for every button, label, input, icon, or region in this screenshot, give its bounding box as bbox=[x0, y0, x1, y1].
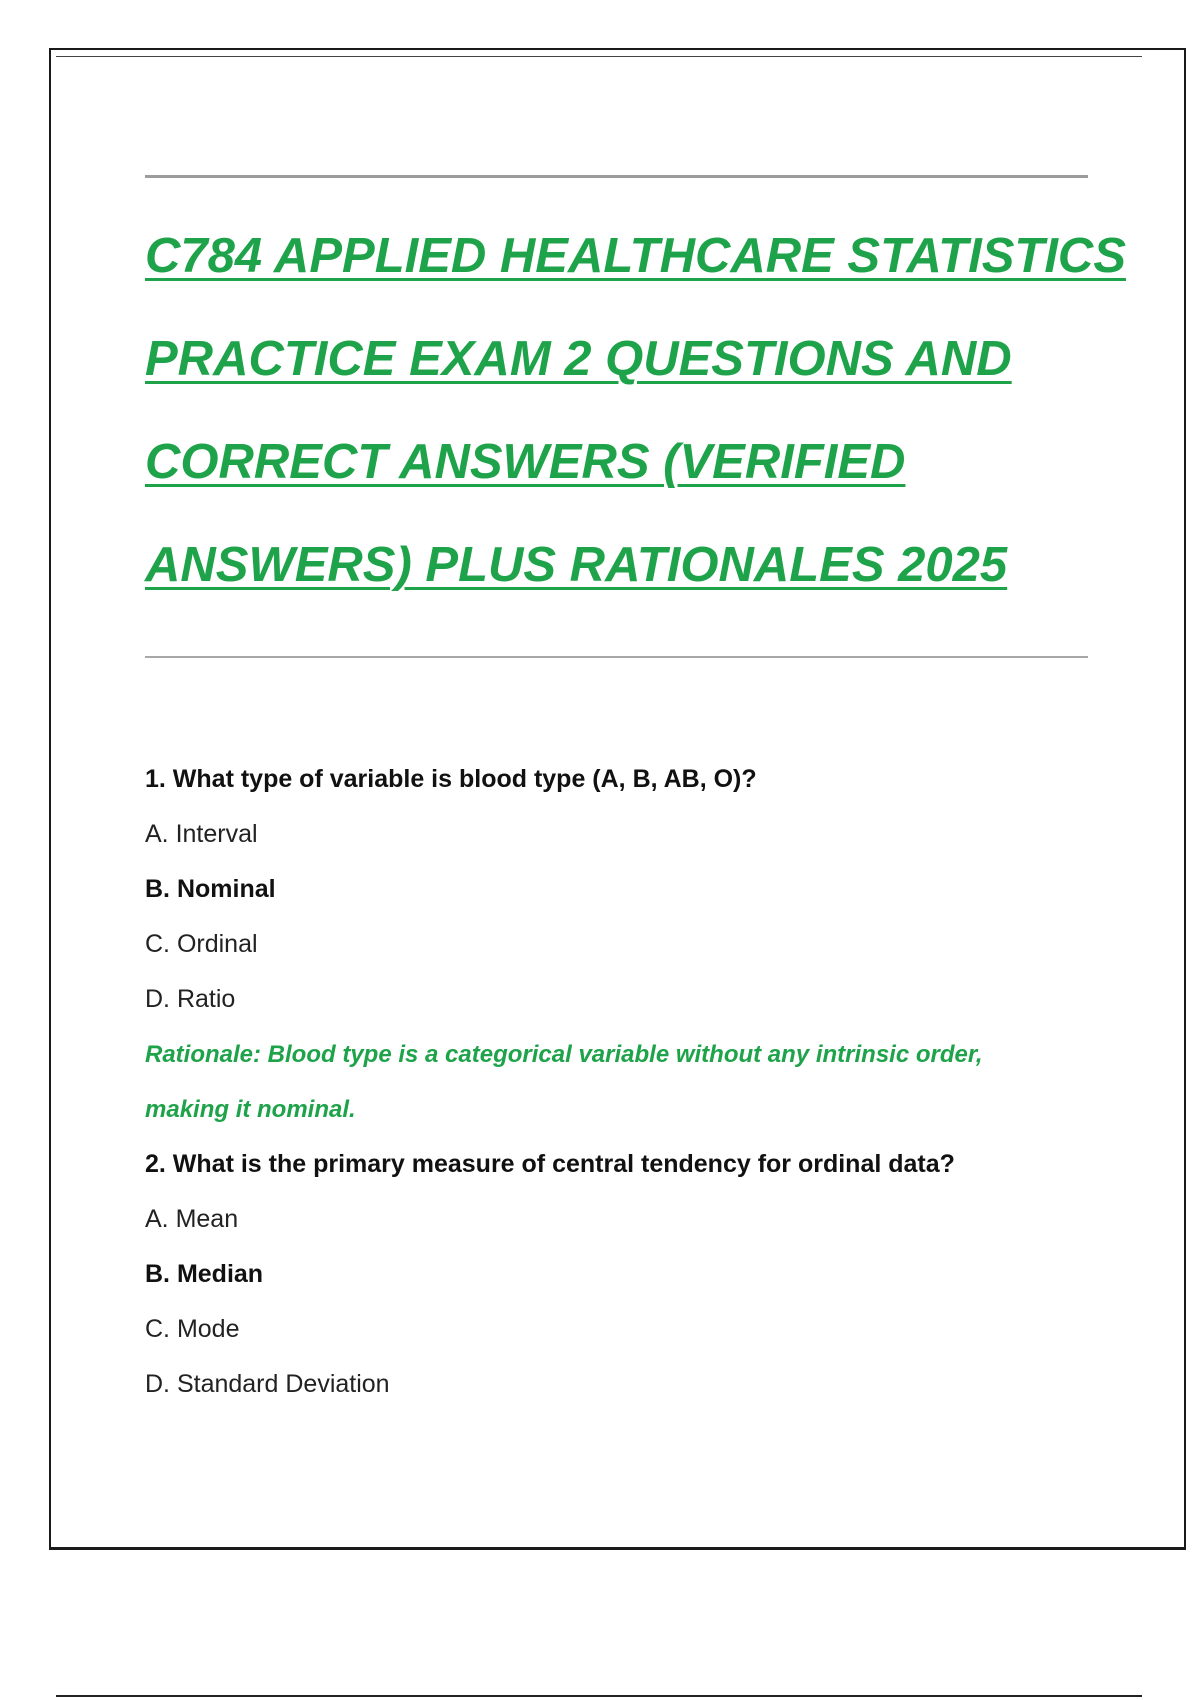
question-text: 1. What type of variable is blood type (A, B, AB, O)? bbox=[145, 765, 757, 793]
title-line-1: C784 APPLIED HEALTHCARE STATISTICS bbox=[145, 229, 1127, 283]
title-line-3: CORRECT ANSWERS (VERIFIED bbox=[145, 435, 906, 489]
title-line-4: ANSWERS) PLUS RATIONALES 2025 bbox=[145, 538, 1008, 592]
title-top-divider bbox=[145, 175, 1088, 178]
option-a: A. Mean bbox=[145, 1205, 239, 1233]
next-page-top-rule bbox=[56, 1695, 1142, 1697]
question-text: 2. What is the primary measure of central tendency for ordinal data? bbox=[145, 1150, 955, 1178]
question-list bbox=[145, 752, 1095, 1412]
option-d: D. Standard Deviation bbox=[145, 1370, 390, 1398]
frame-top-rule bbox=[56, 56, 1142, 57]
question-block-1 bbox=[145, 752, 1095, 1137]
title-line-2: PRACTICE EXAM 2 QUESTIONS AND bbox=[145, 332, 1012, 386]
rationale-line-1: Rationale: Blood type is a categorical variable without any intrinsic order, bbox=[145, 1041, 983, 1068]
question-block-2 bbox=[145, 1137, 1095, 1412]
option-b-correct: B. Nominal bbox=[145, 875, 276, 903]
title-bottom-divider bbox=[145, 656, 1088, 658]
option-d: D. Ratio bbox=[145, 985, 236, 1013]
rationale-line-2: making it nominal. bbox=[145, 1096, 356, 1123]
document-title bbox=[145, 205, 1127, 617]
option-a: A. Interval bbox=[145, 820, 258, 848]
option-b-correct: B. Median bbox=[145, 1260, 264, 1288]
option-c: C. Ordinal bbox=[145, 930, 258, 958]
option-c: C. Mode bbox=[145, 1315, 240, 1343]
